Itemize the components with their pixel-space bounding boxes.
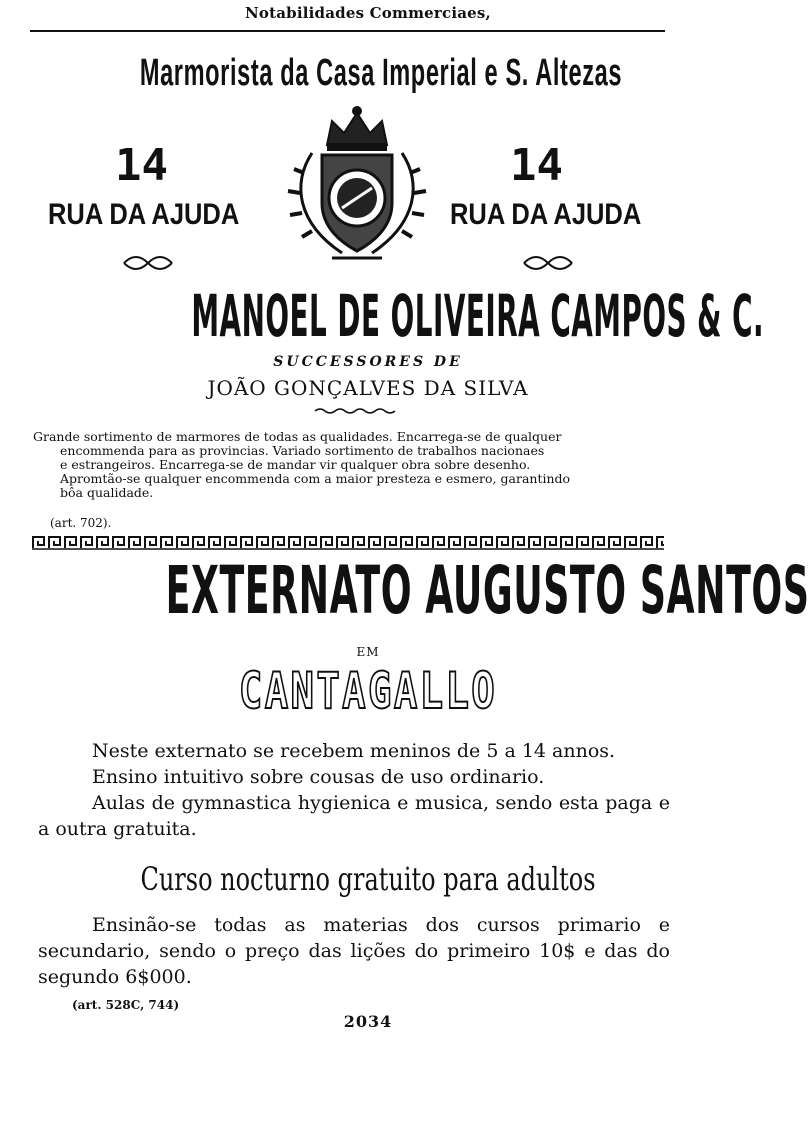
night-course-paragraph: Ensinão-se todas as materias dos cursos primario e secundario, sendo o preço das lições do primeiro 10$ e das do segundo 6$000.	[38, 914, 670, 988]
imperial-coat-of-arms-icon	[272, 103, 442, 268]
school-ad-headline: EXTERNATO AUGUSTO SANTOS	[165, 552, 810, 629]
small-flourish-icon	[315, 407, 395, 415]
running-head: Notabilidades Commerciaes,	[245, 4, 491, 22]
em-label: EM	[356, 645, 380, 659]
marble-ad-line-3: e estrangeiros. Encarrega-se de mandar vir qualquer obra sobre desenho.	[60, 457, 531, 472]
firm-name: MANOEL DE OLIVEIRA CAMPOS & C.	[191, 282, 765, 350]
marble-ad-reference: (art. 702).	[50, 516, 112, 530]
night-course-body	[38, 912, 670, 990]
ad-number: 2034	[343, 1012, 393, 1031]
school-ad-paragraph-1: Neste externato se recebem meninos de 5 a 14 annos.	[92, 740, 616, 762]
predecessor-name: JOÃO GONÇALVES DA SILVA	[207, 376, 529, 400]
night-course-heading: Curso nocturno gratuito para adultos	[140, 860, 596, 898]
marble-ad-line-2: encommenda para as provincias. Variado sortimento de trabalhos nacionaes	[60, 443, 545, 458]
flourish-left-icon	[122, 254, 174, 272]
marble-ad-line-5: bôa qualidade.	[60, 485, 154, 500]
marble-ad-headline: Marmorista da Casa Imperial e S. Altezas	[139, 52, 623, 94]
street-name-left: RUA DA AJUDA	[48, 198, 240, 231]
marble-ad-line-4: Apromtão-se qualquer encommenda com a maior presteza e esmero, garantindo	[60, 471, 571, 486]
town-name: CANTAGALLO	[238, 662, 498, 720]
school-ad-reference: (art. 528C, 744)	[72, 998, 180, 1012]
successors-label: SUCCESSORES DE	[273, 354, 463, 370]
street-number-right: 14	[510, 140, 563, 191]
marble-ad-body	[33, 430, 673, 500]
street-number-left: 14	[115, 140, 168, 191]
greek-key-border-icon	[32, 534, 664, 550]
flourish-right-icon	[522, 254, 574, 272]
school-ad-paragraph-2: Ensino intuitivo sobre cousas de uso ordinario.	[92, 766, 545, 788]
street-name-right: RUA DA AJUDA	[450, 198, 642, 231]
school-ad-paragraph-3: Aulas de gymnastica hygienica e musica, sendo esta paga e a outra gratuita.	[38, 792, 670, 840]
top-rule	[30, 30, 665, 32]
school-ad-body	[38, 738, 670, 842]
marble-ad-line-1: Grande sortimento de marmores de todas as qualidades. Encarrega-se de qualquer	[33, 429, 562, 444]
